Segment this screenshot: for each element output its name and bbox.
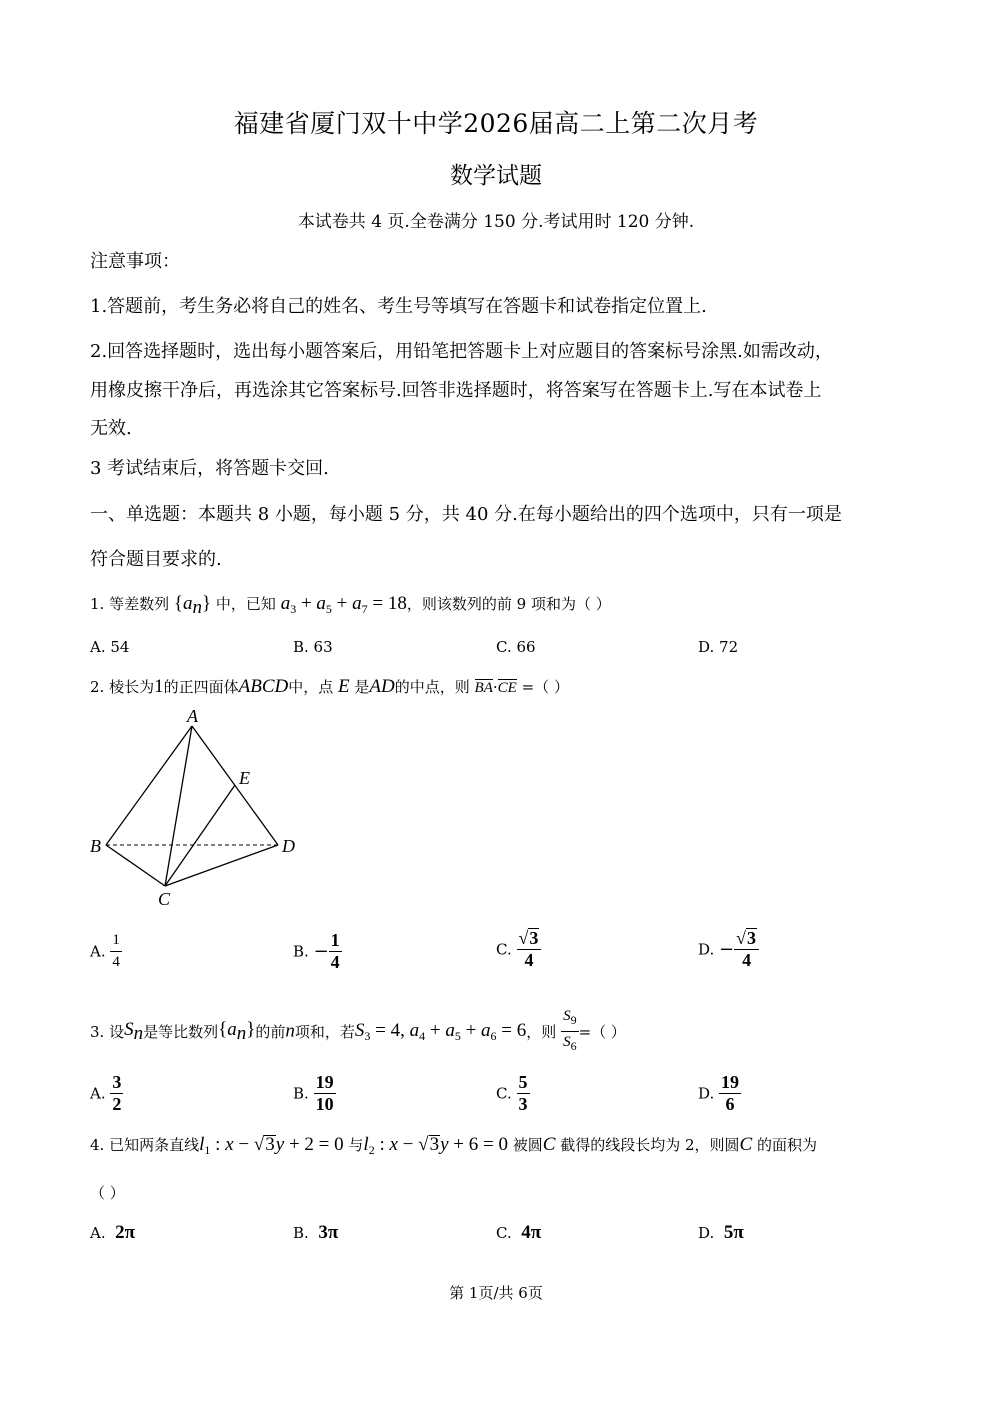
label-d: D (282, 836, 295, 856)
q1-suffix: ，则该数列的前 9 项和为（ ） (406, 595, 611, 613)
tetrahedron-figure (88, 704, 318, 912)
q2-suffix: =（ ） (521, 678, 569, 696)
q1-prefix: 1. 等差数列 (90, 595, 170, 613)
q1-sequence: $\{a_n\}$ (173, 593, 212, 618)
q3-option-b[interactable]: B. $\frac{19}{10}$ (293, 1072, 334, 1114)
notice-item-3: 3 考试结束后，将答题卡交回. (90, 458, 329, 479)
notice-heading: 注意事项： (90, 251, 180, 272)
q3-option-d[interactable]: D. $\frac{19}{6}$ (698, 1072, 740, 1114)
q1-mid: 中，已知 (215, 595, 276, 613)
q2-prefix: 2. 棱长为 (90, 678, 155, 696)
edge-bc (106, 845, 165, 886)
q3-sn: $S_n$ (124, 1018, 144, 1044)
question-4: 4. 已知两条直线$l_1$ : x − √3y + 2 = 0 与$l_2$ : x − √3y + 6 = 0 被圆C 截得的线段长均为 2，则圆C 的面积为 (90, 1134, 818, 1157)
label-c: C (158, 889, 171, 909)
q4-option-b[interactable]: B. 3π (293, 1222, 339, 1243)
label-a: A (187, 706, 198, 726)
q2-mid1: 的正四面体 (163, 678, 239, 696)
notice-item-2-line-2: 用橡皮擦干净后，再选涂其它答案标号.回答非选择题时，将答案写在答题卡上.写在本试卷上 (90, 380, 822, 401)
question-1 (90, 593, 611, 619)
q1-equation: $a_3 + a_5 + a_7 = 18$ (280, 593, 407, 616)
q3-option-c-fraction: $\frac{5}{3}$ (518, 1072, 528, 1114)
q3-option-d-fraction: $\frac{19}{6}$ (721, 1072, 740, 1114)
section-1-line-2: 符合题目要求的. (90, 549, 222, 570)
q4-option-a[interactable]: A. 2π (90, 1222, 136, 1243)
notice-item-2-line-1: 2.回答选择题时，选出每小题答案后，用铅笔把答题卡上对应题目的答案标号涂黑.如需改动， (90, 341, 833, 362)
q2-option-d-fraction: $\frac{√3}{4}$ (734, 928, 759, 971)
edge-ac (165, 726, 192, 886)
q2-option-c[interactable]: C. $\frac{√3}{4}$ (496, 928, 541, 971)
q4-line-2: $l_2$ : x − √3y + 6 = 0 (363, 1134, 508, 1157)
q4-option-d[interactable]: D. 5π (698, 1222, 744, 1243)
q3-option-b-fraction: $\frac{19}{10}$ (315, 1072, 334, 1114)
q2-mid3: 是 (354, 678, 370, 696)
page-footer: 第 1页/共 6页 (449, 1284, 543, 1302)
q4-option-c[interactable]: C. 4π (496, 1222, 542, 1243)
q2-solid: ABCD (238, 676, 289, 697)
q2-option-c-fraction: $\frac{√3}{4}$ (517, 928, 542, 971)
q2-option-d[interactable]: D. − $\frac{√3}{4}$ (698, 928, 759, 971)
label-e: E (239, 768, 250, 788)
q2-vector-ba: BA (474, 680, 493, 696)
exam-title: 福建省厦门双十中学2026届高二上第二次月考 (233, 109, 759, 138)
label-b: B (90, 836, 101, 856)
q2-mid2: 中，点 (288, 678, 334, 696)
q2-one: 1 (154, 676, 164, 697)
q2-vector-ce: CE (497, 680, 517, 696)
q2-mid4: 的中点，则 (394, 678, 470, 696)
q3-option-a-fraction: $\frac{3}{2}$ (112, 1072, 122, 1114)
q2-option-a-fraction: $\frac{1}{4}$ (112, 932, 120, 970)
q2-option-a[interactable]: A. $\frac{1}{4}$ (90, 930, 122, 973)
q1-option-a[interactable]: A. 54 (90, 638, 130, 656)
q1-option-b[interactable]: B. 63 (293, 638, 333, 656)
question-2: 2. 棱长为1的正四面体ABCD中，点 E 是AD的中点，则 BA·CE =（ ） (90, 676, 569, 697)
exam-subtitle: 数学试题 (450, 163, 542, 189)
notice-item-1: 1.答题前，考生务必将自己的姓名、考生号等填写在答题卡和试卷指定位置上. (90, 296, 707, 317)
exam-info: 本试卷共 4 页.全卷满分 150 分.考试用时 120 分钟. (297, 212, 695, 232)
q1-option-c[interactable]: C. 66 (496, 638, 536, 656)
q2-point: E (338, 676, 350, 697)
section-1-line-1: 一、单选题：本题共 8 小题，每小题 5 分，共 40 分.在每小题给出的四个选项中，只有一项是 (90, 504, 842, 525)
notice-item-2-line-3: 无效. (90, 418, 132, 439)
q3-option-c[interactable]: C. $\frac{5}{3}$ (496, 1072, 528, 1114)
segment-ce (165, 785, 235, 886)
q3-ratio: $\frac{S_9}{S_6}$ (563, 1008, 577, 1053)
q3-sequence: $\{a_n\}$ (218, 1018, 256, 1044)
q4-paren: （ ） (90, 1184, 125, 1202)
q3-option-a[interactable]: A. $\frac{3}{2}$ (90, 1072, 122, 1114)
q4-line-1: $l_1$ : x − √3y + 2 = 0 (199, 1134, 344, 1157)
q1-option-d[interactable]: D. 72 (698, 638, 739, 656)
q2-segment: AD (369, 676, 395, 697)
question-3: 3. 设$S_n$是等比数列$\{a_n\}$的前n项和，若$S_3 = 4$, $a_4 + a_5 + a_6 = 6$，则 $\frac{S_9}{S_6}$ =（ ） (90, 1006, 626, 1057)
q3-condition: $S_3 = 4$, $a_4 + a_5 + a_6 = 6$ (354, 1019, 527, 1043)
q2-option-b-fraction: $\frac{1}{4}$ (330, 930, 340, 972)
edge-cd (165, 845, 278, 886)
edge-ab (106, 726, 192, 845)
q2-option-b[interactable]: B. − $\frac{1}{4}$ (293, 930, 340, 972)
